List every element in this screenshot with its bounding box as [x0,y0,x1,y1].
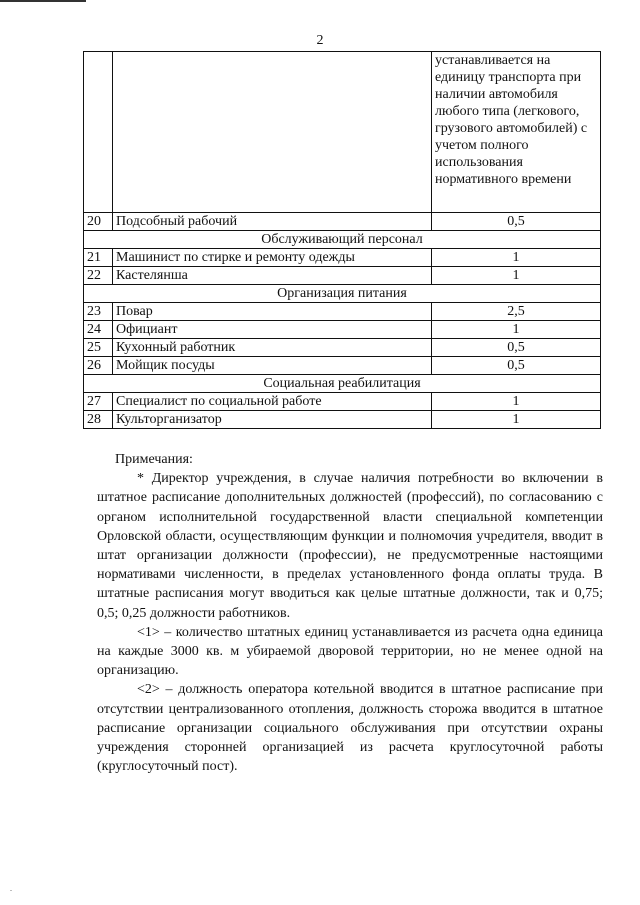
continuation-row [84,52,601,213]
table-row [84,411,601,429]
row-number: 22 [84,267,113,285]
section-row [84,375,601,393]
row-number: 26 [84,357,113,375]
position-name: Повар [113,303,432,321]
staff-units: 0,5 [432,213,601,231]
position-name: Официант [113,321,432,339]
position-name: Подсобный рабочий [113,213,432,231]
page-number: 2 [316,33,324,48]
row-number: 24 [84,321,113,339]
table-row [84,213,601,231]
row-number: 25 [84,339,113,357]
section-title: Организация питания [84,285,601,303]
note-1: <1> – количество штатных единиц устанавливается из расчета одна единица на каждые 3000 кв. м убираемой дворовой территории, но не менее одной на организацию. [97,624,603,679]
table-row [84,249,601,267]
position-name: Мойщик посуды [113,357,432,375]
staff-units: 1 [432,267,601,285]
staffing-table [83,51,601,429]
section-row [84,231,601,249]
row-number: 28 [84,411,113,429]
staff-units: 1 [432,411,601,429]
section-title: Социальная реабилитация [84,375,601,393]
scan-corner-mark: . [10,884,12,893]
row-number: 21 [84,249,113,267]
staff-units: 2,5 [432,303,601,321]
notes-heading: Примечания: [115,452,193,467]
position-name: Специалист по социальной работе [113,393,432,411]
section-row [84,285,601,303]
row-number-cell [84,52,113,213]
staff-units: 1 [432,321,601,339]
position-name: Кухонный работник [113,339,432,357]
table-row [84,339,601,357]
table-row [84,357,601,375]
section-title: Обслуживающий персонал [84,231,601,249]
row-number: 20 [84,213,113,231]
position-name: Машинист по стирке и ремонту одежды [113,249,432,267]
table-row [84,303,601,321]
staff-units: 0,5 [432,339,601,357]
staff-units: 0,5 [432,357,601,375]
notes-block [97,450,603,776]
table-row [84,321,601,339]
position-cell [113,52,432,213]
scan-edge-line [0,0,86,2]
note-star: * Директор учреждения, в случае наличия потребности во включении в штатное расписание дополнительных должностей (профессий), по согласованию с органом исполнительной государственной власти специальной компетенции Орловской области, осуществляющим функции и полномочия учредителя, вводит в штат организации должности (профессии), не предусмотренные настоящими нормативами численности, в пределах установленного фонда оплаты труда. В штатные расписания могут вводиться как целые штатные должности, так и 0,75; 0,5; 0,25 должности работников. [97,471,603,621]
position-name: Кастелянша [113,267,432,285]
note-2: <2> – должность оператора котельной вводится в штатное расписание при отсутствии централизованного отопления, должность сторожа вводится в штатное расписание организации социального обслуживания при отсутствии охраны учреждения сторонней организацией из расчета круглосуточной работы (круглосуточный пост). [97,682,603,775]
row-number: 27 [84,393,113,411]
row-number: 23 [84,303,113,321]
table-row [84,267,601,285]
staff-units: 1 [432,249,601,267]
position-name: Культорганизатор [113,411,432,429]
staff-units: 1 [432,393,601,411]
table-row [84,393,601,411]
continuation-text: устанавливается на единицу транспорта при наличии автомобиля любого типа (легкового, грузового автомобилей) с учетом полного использования нормативного времени [432,52,601,213]
